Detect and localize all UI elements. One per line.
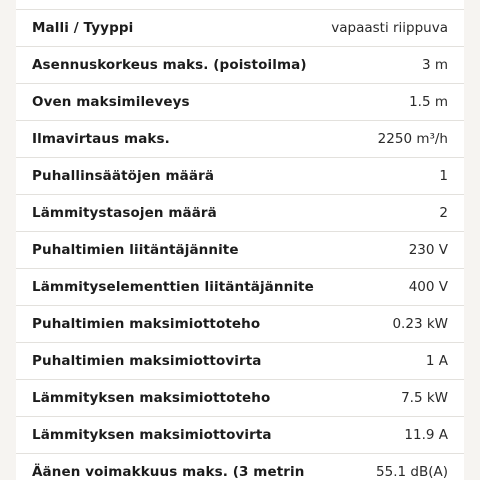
- spec-value: vapaasti riippuva: [331, 20, 448, 36]
- spec-label: Ilmavirtaus maks.: [32, 131, 170, 147]
- spec-row-model: [16, 9, 464, 46]
- spec-value: 0.23 kW: [392, 316, 448, 332]
- spec-value: 11.9 A: [404, 427, 448, 443]
- spec-row-fan-current: [16, 342, 464, 379]
- spec-label: Malli / Tyyppi: [32, 20, 134, 36]
- spec-row-door-width: [16, 83, 464, 120]
- spec-row-fan-voltage: [16, 231, 464, 268]
- spec-row-heating-power: [16, 379, 464, 416]
- spec-value: 55.1 dB(A): [376, 464, 448, 480]
- spec-label: Äänen voimakkuus maks. (3 metrin: [32, 464, 305, 480]
- spec-value: 400 V: [408, 279, 448, 295]
- spec-label: Puhallinsäätöjen määrä: [32, 168, 215, 184]
- spec-label: Oven maksimileveys: [32, 94, 190, 110]
- spec-row-heater-voltage: [16, 268, 464, 305]
- spec-table: [16, 0, 464, 480]
- spec-label: Lämmityksen maksimiottoteho: [32, 390, 271, 406]
- spec-row-sound-level: [16, 453, 464, 480]
- spec-value: 1.5 m: [409, 94, 448, 110]
- spec-value: 3 m: [421, 57, 448, 73]
- spec-label: Puhaltimien liitäntäjännite: [32, 242, 239, 258]
- spec-label: Puhaltimien maksimiottoteho: [32, 316, 261, 332]
- spec-value: 2250 m³/h: [377, 131, 448, 147]
- spec-row-fan-power: [16, 305, 464, 342]
- spec-label: Asennuskorkeus maks. (poistoilma): [32, 57, 307, 73]
- spec-label: Puhaltimien maksimiottovirta: [32, 353, 262, 369]
- spec-row-mounting-height: [16, 46, 464, 83]
- spec-label: Lämmityselementtien liitäntäjännite: [32, 279, 314, 295]
- spec-row-fan-settings: [16, 157, 464, 194]
- spec-row-heating-current: [16, 416, 464, 453]
- spec-label: Lämmitystasojen määrä: [32, 205, 217, 221]
- spec-row-heating-levels: [16, 194, 464, 231]
- spec-value: 7.5 kW: [401, 390, 448, 406]
- spec-value: 230 V: [408, 242, 448, 258]
- spec-value: 2: [439, 205, 448, 221]
- spec-value: 1: [439, 168, 448, 184]
- spec-row-airflow: [16, 120, 464, 157]
- spec-label: Lämmityksen maksimiottovirta: [32, 427, 272, 443]
- spec-value: 1 A: [425, 353, 448, 369]
